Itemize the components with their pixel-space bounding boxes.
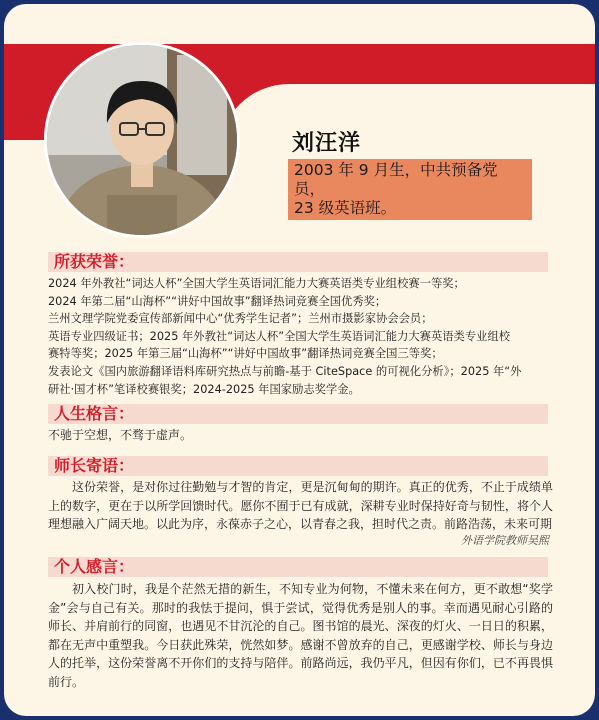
- honor-line: 发表论文《国内旅游翻译语料库研究热点与前瞻-基于 CiteSpace 的可视化分析》；2025 年“外: [48, 364, 522, 378]
- teacher-signature: 外语学院教师吴熙: [461, 534, 549, 547]
- honor-line: 英语专业四级证书；2025 年外教社“词达人杯”全国大学生英语词汇能力大赛英语类专业组校: [48, 329, 511, 343]
- motto-heading: 人生格言：: [48, 404, 548, 424]
- honor-line: 赛特等奖；2025 年第三届“山海杯”“讲好中国故事”翻译热词竞赛全国三等奖；: [48, 347, 443, 361]
- honors-heading: 所获荣誉：: [48, 252, 548, 272]
- intro-line-1: 2003 年 9 月生，中共预备党员，: [294, 161, 498, 198]
- intro-line-2: 23 级英语班。: [294, 199, 397, 217]
- personal-heading: 个人感言：: [48, 557, 548, 577]
- personal-statement: 初入校门时，我是个茫然无措的新生，不知专业为何物，不懂未来在何方，更不敢想“奖学金”会与自己有关。那时的我怯于提问，惧于尝试，觉得优秀是别人的事。幸而遇见耐心引路的师长、并肩前行的同窗，也遇见不甘沉沦的自己。图书馆的晨光、深夜的灯火、一日日的积累，都在无声中重塑我。今日获此殊荣，恍然如梦。感谢不曾放弃的自己，更感谢学校、师长与身边人的托举，这份荣誉离不开你们的支持与陪伴。前路尚远，我仍平凡，但因有你们，已不再畏惧前行。: [48, 582, 553, 689]
- teacher-message: 这份荣誉，是对你过往勤勉与才智的肯定，更是沉甸甸的期许。真正的优秀，不止于成绩单上的数字，更在于以所学回馈时代。愿你不囿于已有成就，深耕专业时保持好奇与韧性，将个人理想融入广阔天地。以此为序，永葆赤子之心，以青春之我，担时代之责。前路浩荡，未来可期: [48, 480, 553, 531]
- honors-list: [48, 275, 553, 398]
- teacher-heading: 师长寄语：: [48, 456, 548, 476]
- honor-line: 2024 年第二届“山海杯”“讲好中国故事”翻译热词竞赛全国优秀奖；: [48, 294, 387, 308]
- profile-card: [4, 4, 595, 716]
- honor-line: 研社·国才杯”笔译校赛银奖；2024-2025 年国家励志奖学金。: [48, 382, 360, 396]
- honor-line: 兰州文理学院党委宣传部新闻中心“优秀学生记者”；兰州市摄影家协会会员；: [48, 312, 433, 326]
- motto-text: 不驰于空想，不骛于虚声。: [48, 428, 193, 442]
- honor-line: 2024 年外教社“词达人杯”全国大学生英语词汇能力大赛英语类专业组校赛一等奖；: [48, 277, 465, 290]
- student-name: 刘汪洋: [292, 131, 362, 156]
- student-photo: [44, 42, 240, 238]
- student-intro: [288, 159, 532, 220]
